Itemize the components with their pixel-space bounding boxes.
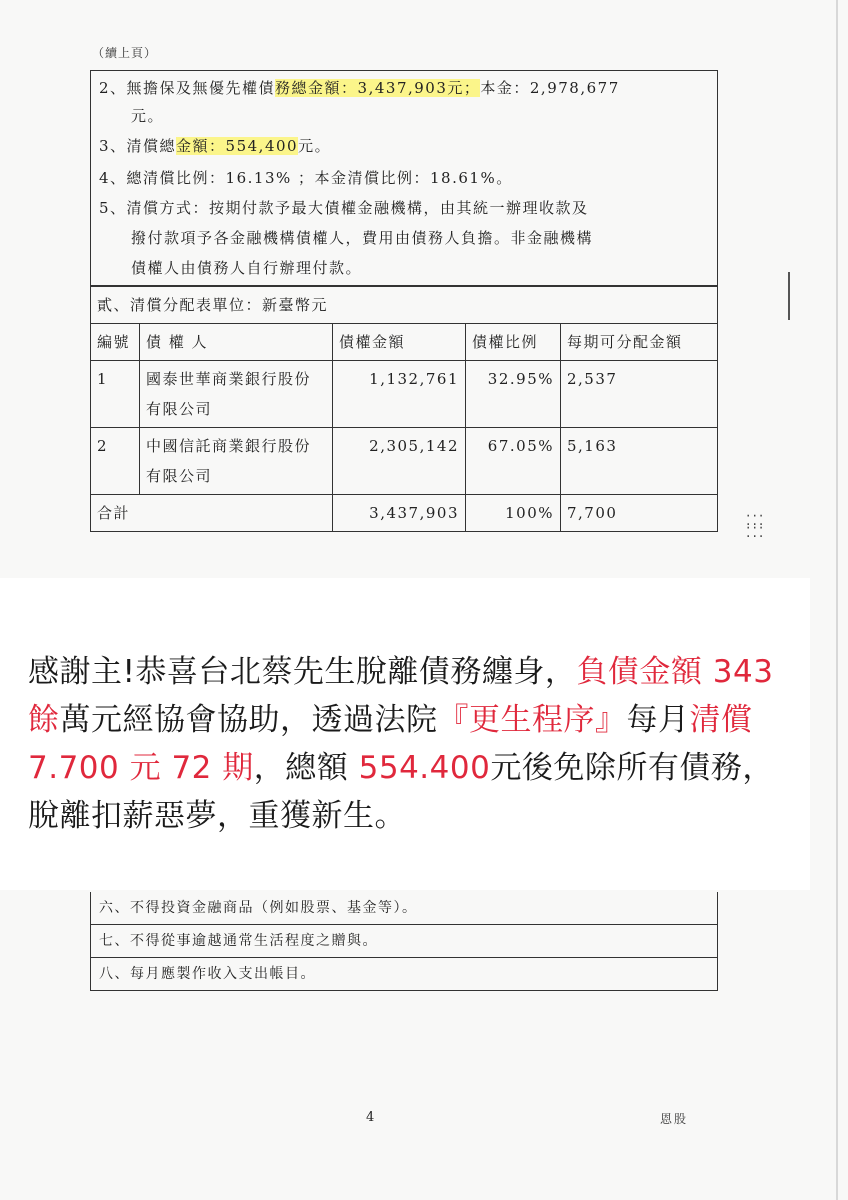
- term-line-5b: 撥付款項予各金融機構債權人，費用由債務人負擔。非金融機構: [131, 229, 594, 247]
- row-amount: 2,305,142: [333, 428, 466, 495]
- term-line-2b: 元。: [131, 107, 165, 125]
- header-cell: 債權金額: [333, 324, 466, 361]
- rule-item: 八、每月應製作收入支出帳目。: [91, 957, 717, 990]
- rule-item: 六、不得投資金融商品（例如股票、基金等）。: [99, 900, 418, 916]
- row-no: 2: [91, 428, 140, 495]
- table-row: [91, 361, 718, 428]
- term-line-3: 3、清償總金額：554,400元。: [99, 137, 332, 155]
- header-cell: 編號: [91, 324, 140, 361]
- total-label: 合計: [91, 495, 333, 532]
- continued-label: （續上頁）: [92, 46, 158, 60]
- row-amount: 1,132,761: [333, 361, 466, 428]
- row-creditor: 中國信託商業銀行股份有限公司: [140, 428, 333, 495]
- term-line-2: 2、無擔保及無優先權債務總金額：3,437,903元；本金：2,978,677: [99, 79, 620, 97]
- row-creditor: 國泰世華商業銀行股份有限公司: [140, 361, 333, 428]
- header-cell: 每期可分配金額: [561, 324, 718, 361]
- total-row: [91, 495, 718, 532]
- row-ratio: 67.05%: [466, 428, 561, 495]
- total-amount: 3,437,903: [333, 495, 466, 532]
- rules-box: [90, 892, 718, 991]
- footer-stamp: 恩股: [660, 1112, 689, 1126]
- total-installment: 7,700: [561, 495, 718, 532]
- term-line-4: 4、總清償比例：16.13% ；本金清償比例：18.61%。: [99, 169, 513, 187]
- term-line-5c: 債權人由債務人自行辦理付款。: [131, 259, 363, 277]
- page-edge: [836, 0, 838, 1200]
- terms-box: [90, 70, 718, 286]
- row-no: 1: [91, 361, 140, 428]
- testimonial-message: 感謝主!恭喜台北蔡先生脫離債務纏身，負債金額 343 餘萬元經協會協助，透過法院『更生程序』每月清償 7.700 元 72 期，總額 554.400元後免除所有債務，脫離扣薪惡夢，重獲新生。: [28, 654, 774, 834]
- distribution-table: [90, 286, 718, 532]
- table-title: 貳、清償分配表單位：新臺幣元: [91, 287, 718, 324]
- page-number: 4: [366, 1110, 375, 1125]
- scan-mark: [788, 272, 790, 320]
- total-ratio: 100%: [466, 495, 561, 532]
- row-ratio: 32.95%: [466, 361, 561, 428]
- row-installment: 2,537: [561, 361, 718, 428]
- scan-dots: ⁚⁚⁚ ⁚⁚⁚: [746, 513, 766, 541]
- row-installment: 5,163: [561, 428, 718, 495]
- header-cell: 債 權 人: [140, 324, 333, 361]
- table-row: [91, 428, 718, 495]
- term-line-5a: 5、清償方式：按期付款予最大債權金融機構，由其統一辦理收款及: [99, 199, 589, 217]
- header-cell: 債權比例: [466, 324, 561, 361]
- rule-item: 七、不得從事逾越通常生活程度之贈與。: [91, 924, 717, 957]
